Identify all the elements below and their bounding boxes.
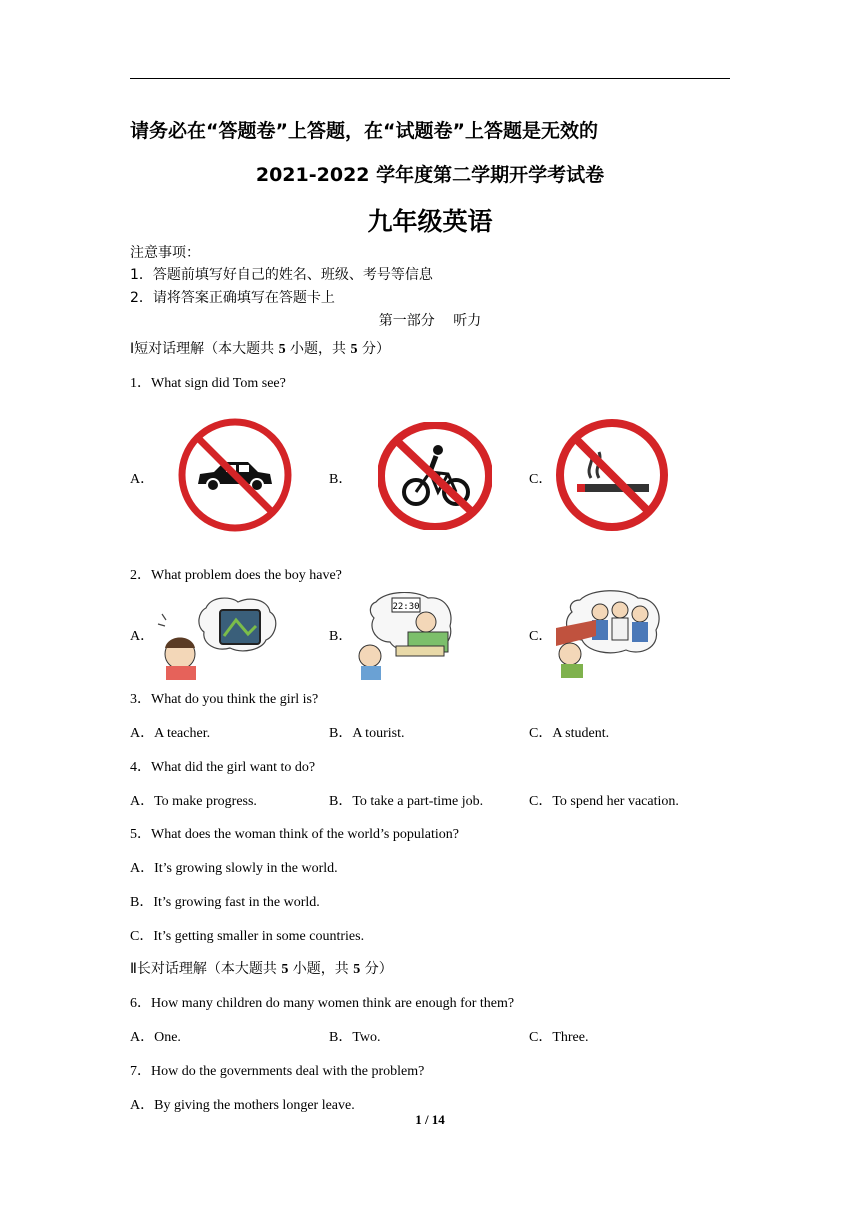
kids-gossip-cartoon-icon [556, 590, 662, 678]
option-c: C．To spend her vacation. [529, 794, 679, 809]
section-heading: Ⅰ短对话理解（本大题共 5 小题，共 5 分） [130, 341, 390, 357]
instructions-heading: 注意事项： [130, 245, 200, 261]
option-a: A．One. [130, 1030, 181, 1045]
question-text: 2．What problem does the boy have? [130, 568, 342, 583]
option-label: B． [329, 472, 353, 487]
question-text: 4．What did the girl want to do? [130, 760, 316, 775]
option-label: C． [529, 472, 553, 487]
option-a: A．It’s growing slowly in the world. [130, 861, 338, 876]
option-b: B．A tourist. [329, 726, 405, 741]
svg-text:22:30: 22:30 [392, 602, 420, 612]
option-label: A． [130, 472, 155, 487]
page-number: 1 / 14 [415, 1112, 445, 1127]
option-c: C．A student. [529, 726, 610, 741]
option-c: C．Three. [529, 1030, 589, 1045]
instruction-item: 1．答题前填写好自己的姓名、班级、考号等信息 [130, 267, 433, 283]
option-label: A． [130, 629, 155, 644]
part-heading: 第一部分 听力 [378, 313, 482, 329]
option-c: C．It’s getting smaller in some countries. [130, 929, 365, 944]
no-smoking-sign-icon [555, 418, 669, 532]
instruction-item: 2．请将答案正确填写在答题卡上 [130, 290, 335, 306]
option-a: A．To make progress. [130, 794, 257, 809]
option-label: C． [529, 629, 553, 644]
question-text: 3．What do you think the girl is? [130, 692, 319, 707]
top-rule [130, 78, 730, 79]
section-heading: Ⅱ长对话理解（本大题共 5 小题，共 5 分） [130, 961, 393, 977]
subject-title: 九年级英语 [367, 207, 493, 236]
question-text: 6．How many children do many women think are enough for them? [130, 996, 515, 1011]
option-b: B．It’s growing fast in the world. [130, 895, 320, 910]
option-label: B． [329, 629, 353, 644]
question-text: 1．What sign did Tom see? [130, 376, 286, 391]
no-bicycles-sign-icon [378, 422, 492, 530]
option-a: A．By giving the mothers longer leave. [130, 1098, 355, 1113]
question-text: 5．What does the woman think of the world’s population? [130, 827, 459, 842]
option-b: B．To take a part-time job. [329, 794, 484, 809]
late-night-homework-cartoon-icon [356, 592, 456, 680]
option-a: A．A teacher. [130, 726, 211, 741]
answer-sheet-notice: 请务必在“答题卷”上答题，在“试题卷”上答题是无效的 [130, 120, 598, 142]
option-b: B．Two. [329, 1030, 381, 1045]
exam-title: 2021-2022 学年度第二学期开学考试卷 [255, 164, 605, 186]
scared-boy-tv-cartoon-icon [156, 596, 282, 680]
question-text: 7．How do the governments deal with the problem? [130, 1064, 425, 1079]
no-cars-sign-icon [178, 418, 292, 532]
